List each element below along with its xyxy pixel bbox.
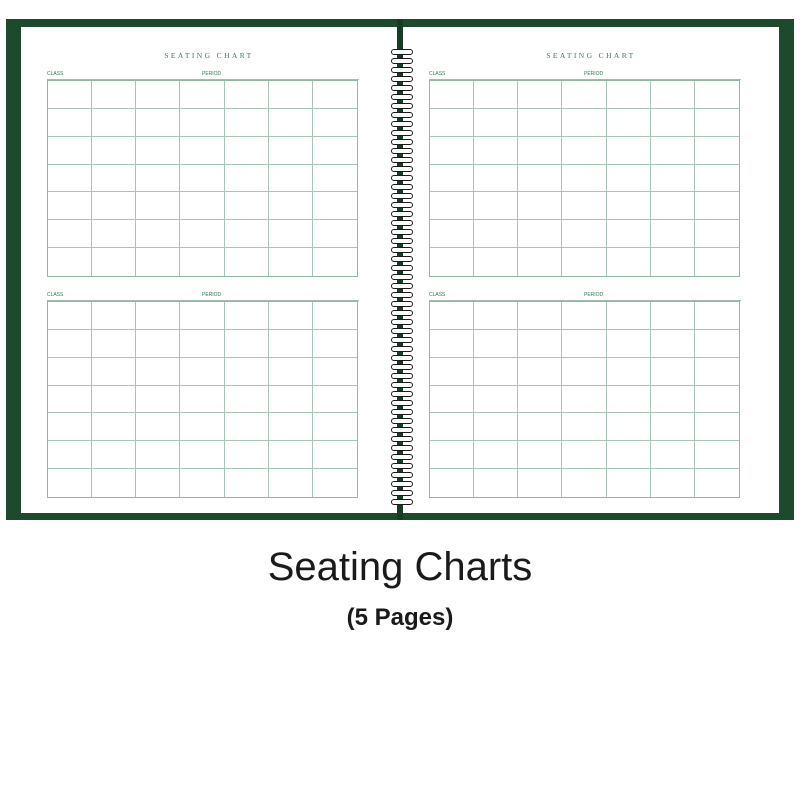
seat-cell [48, 248, 92, 276]
seat-cell [92, 109, 136, 137]
seat-cell [269, 165, 313, 193]
seat-cell [651, 192, 695, 220]
binding-ring [391, 481, 413, 487]
binding-ring [391, 85, 413, 91]
seat-cell [269, 358, 313, 386]
seat-cell [48, 137, 92, 165]
seat-cell [313, 358, 357, 386]
seat-cell [695, 441, 739, 469]
left-page [21, 27, 397, 513]
seat-cell [48, 220, 92, 248]
seat-cell [313, 386, 357, 414]
seat-cell [313, 81, 357, 109]
seat-cell [136, 330, 180, 358]
binding-ring [391, 418, 413, 424]
binding-ring [391, 346, 413, 352]
seat-cell [562, 413, 606, 441]
spiral-binding [391, 49, 415, 509]
binding-ring [391, 490, 413, 496]
seat-cell [313, 441, 357, 469]
seat-cell [136, 81, 180, 109]
binding-ring [391, 454, 413, 460]
seat-cell [562, 165, 606, 193]
binding-ring [391, 328, 413, 334]
seat-cell [225, 330, 269, 358]
seat-cell [430, 165, 474, 193]
seat-cell [48, 165, 92, 193]
seat-cell [518, 220, 562, 248]
seat-cell [225, 302, 269, 330]
seat-cell [474, 358, 518, 386]
seat-cell [607, 137, 651, 165]
seat-cell [225, 109, 269, 137]
seat-cell [607, 248, 651, 276]
section-header [429, 292, 741, 301]
seat-cell [607, 165, 651, 193]
seat-cell [48, 81, 92, 109]
seat-cell [269, 386, 313, 414]
seat-cell [474, 302, 518, 330]
seating-grid [47, 301, 358, 498]
seat-cell [562, 469, 606, 497]
seat-cell [225, 413, 269, 441]
seat-cell [136, 302, 180, 330]
binding-ring [391, 202, 413, 208]
seat-cell [225, 220, 269, 248]
seat-cell [225, 469, 269, 497]
seat-cell [607, 413, 651, 441]
seat-cell [92, 248, 136, 276]
seat-cell [180, 137, 224, 165]
binding-ring [391, 292, 413, 298]
seat-cell [651, 469, 695, 497]
seat-cell [430, 386, 474, 414]
seat-cell [225, 441, 269, 469]
seat-cell [430, 81, 474, 109]
seat-cell [313, 469, 357, 497]
seat-cell [695, 248, 739, 276]
seat-cell [136, 413, 180, 441]
seat-cell [430, 192, 474, 220]
binding-ring [391, 382, 413, 388]
seat-cell [269, 469, 313, 497]
seat-cell [313, 109, 357, 137]
binding-ring [391, 265, 413, 271]
seat-cell [269, 137, 313, 165]
binding-ring [391, 463, 413, 469]
seat-cell [695, 137, 739, 165]
seat-cell [92, 413, 136, 441]
seat-cell [225, 386, 269, 414]
seat-cell [48, 441, 92, 469]
binding-ring [391, 364, 413, 370]
class-label: CLASS [429, 71, 446, 77]
seat-cell [607, 220, 651, 248]
seat-cell [92, 81, 136, 109]
seat-cell [430, 469, 474, 497]
seat-cell [430, 302, 474, 330]
seat-cell [651, 137, 695, 165]
seat-cell [180, 192, 224, 220]
seat-cell [92, 302, 136, 330]
binding-ring [391, 211, 413, 217]
seat-cell [518, 137, 562, 165]
binding-ring [391, 193, 413, 199]
seat-cell [607, 302, 651, 330]
seat-cell [562, 358, 606, 386]
seat-cell [695, 192, 739, 220]
seat-cell [225, 358, 269, 386]
seat-cell [518, 469, 562, 497]
seat-cell [651, 248, 695, 276]
seat-cell [695, 302, 739, 330]
seat-cell [136, 248, 180, 276]
seat-cell [518, 441, 562, 469]
binding-ring [391, 355, 413, 361]
seat-cell [651, 358, 695, 386]
seat-cell [180, 302, 224, 330]
seat-cell [269, 330, 313, 358]
seat-cell [225, 248, 269, 276]
seat-cell [474, 469, 518, 497]
seat-cell [180, 165, 224, 193]
seat-cell [518, 248, 562, 276]
binding-ring [391, 283, 413, 289]
binding-ring [391, 247, 413, 253]
seat-cell [180, 441, 224, 469]
binding-ring [391, 130, 413, 136]
seat-cell [695, 165, 739, 193]
seat-cell [313, 248, 357, 276]
seat-cell [651, 302, 695, 330]
seat-cell [180, 413, 224, 441]
seat-cell [136, 386, 180, 414]
seat-cell [474, 192, 518, 220]
seat-cell [48, 302, 92, 330]
class-label: CLASS [429, 292, 446, 298]
seat-cell [474, 220, 518, 248]
seat-cell [651, 81, 695, 109]
planner-spread [6, 19, 794, 520]
binding-ring [391, 499, 413, 505]
seat-cell [474, 413, 518, 441]
binding-ring [391, 94, 413, 100]
seat-cell [562, 248, 606, 276]
period-label: PERIOD [584, 292, 604, 298]
seat-cell [92, 220, 136, 248]
seat-cell [474, 165, 518, 193]
seat-cell [607, 441, 651, 469]
seat-cell [180, 386, 224, 414]
seat-cell [92, 165, 136, 193]
binding-ring [391, 391, 413, 397]
seat-cell [651, 220, 695, 248]
binding-ring [391, 256, 413, 262]
seat-cell [313, 330, 357, 358]
seat-cell [225, 165, 269, 193]
seat-cell [518, 386, 562, 414]
binding-ring [391, 436, 413, 442]
seat-cell [518, 192, 562, 220]
seat-cell [48, 413, 92, 441]
binding-ring [391, 274, 413, 280]
seat-cell [562, 109, 606, 137]
binding-ring [391, 310, 413, 316]
seat-cell [136, 137, 180, 165]
seating-grid [47, 80, 358, 277]
binding-ring [391, 166, 413, 172]
page-title: SEATING CHART [164, 51, 254, 60]
seat-cell [92, 192, 136, 220]
seat-cell [180, 81, 224, 109]
seat-cell [92, 469, 136, 497]
seat-cell [313, 192, 357, 220]
binding-ring [391, 319, 413, 325]
seat-cell [269, 220, 313, 248]
seat-cell [651, 413, 695, 441]
binding-ring [391, 400, 413, 406]
seat-cell [180, 109, 224, 137]
seat-cell [269, 109, 313, 137]
seat-cell [651, 330, 695, 358]
seat-cell [430, 220, 474, 248]
seat-cell [695, 413, 739, 441]
seat-cell [48, 109, 92, 137]
seat-cell [313, 220, 357, 248]
binding-ring [391, 103, 413, 109]
seat-cell [430, 248, 474, 276]
seat-cell [136, 192, 180, 220]
seat-cell [430, 109, 474, 137]
seat-cell [562, 302, 606, 330]
right-page [403, 27, 779, 513]
seat-cell [92, 386, 136, 414]
binding-ring [391, 229, 413, 235]
seat-cell [430, 137, 474, 165]
binding-ring [391, 220, 413, 226]
binding-ring [391, 121, 413, 127]
seat-cell [474, 441, 518, 469]
product-title: Seating Charts [267, 545, 533, 589]
seat-cell [92, 137, 136, 165]
seat-cell [518, 413, 562, 441]
seat-cell [269, 413, 313, 441]
seat-cell [607, 358, 651, 386]
seat-cell [136, 469, 180, 497]
seat-cell [562, 386, 606, 414]
seat-cell [92, 441, 136, 469]
seat-cell [313, 413, 357, 441]
seat-cell [269, 441, 313, 469]
seat-cell [518, 165, 562, 193]
seat-cell [562, 330, 606, 358]
seat-cell [695, 469, 739, 497]
binding-ring [391, 148, 413, 154]
binding-ring [391, 445, 413, 451]
seating-grid [429, 301, 740, 498]
binding-ring [391, 139, 413, 145]
seat-cell [474, 137, 518, 165]
seat-cell [518, 330, 562, 358]
seat-cell [695, 109, 739, 137]
seat-cell [313, 137, 357, 165]
seat-cell [607, 81, 651, 109]
seat-cell [474, 248, 518, 276]
seat-cell [269, 192, 313, 220]
seat-cell [225, 192, 269, 220]
class-label: CLASS [47, 71, 64, 77]
seat-cell [607, 192, 651, 220]
period-label: PERIOD [202, 71, 222, 77]
binding-ring [391, 67, 413, 73]
seat-cell [607, 386, 651, 414]
period-label: PERIOD [202, 292, 222, 298]
seat-cell [695, 220, 739, 248]
binding-ring [391, 58, 413, 64]
binding-ring [391, 238, 413, 244]
binding-ring [391, 157, 413, 163]
seat-cell [136, 358, 180, 386]
seat-cell [136, 220, 180, 248]
binding-ring [391, 427, 413, 433]
binding-ring [391, 184, 413, 190]
section-header [47, 292, 359, 301]
seat-cell [313, 302, 357, 330]
seat-cell [180, 220, 224, 248]
section-header [429, 71, 741, 80]
seat-cell [48, 358, 92, 386]
binding-ring [391, 472, 413, 478]
seat-cell [518, 81, 562, 109]
seat-cell [92, 330, 136, 358]
binding-ring [391, 373, 413, 379]
seat-cell [651, 386, 695, 414]
seat-cell [518, 358, 562, 386]
seat-cell [695, 386, 739, 414]
seat-cell [695, 330, 739, 358]
seat-cell [430, 441, 474, 469]
seat-cell [180, 330, 224, 358]
seat-cell [430, 413, 474, 441]
seat-cell [607, 330, 651, 358]
seat-cell [474, 109, 518, 137]
seat-cell [607, 469, 651, 497]
class-label: CLASS [47, 292, 64, 298]
seat-cell [562, 81, 606, 109]
seat-cell [474, 386, 518, 414]
binding-ring [391, 301, 413, 307]
binding-ring [391, 337, 413, 343]
period-label: PERIOD [584, 71, 604, 77]
seat-cell [180, 358, 224, 386]
seat-cell [518, 109, 562, 137]
seat-cell [474, 330, 518, 358]
seat-cell [607, 109, 651, 137]
seat-cell [651, 165, 695, 193]
seat-cell [48, 192, 92, 220]
seat-cell [269, 302, 313, 330]
section-header [47, 71, 359, 80]
seat-cell [518, 302, 562, 330]
seat-cell [651, 441, 695, 469]
seat-cell [48, 330, 92, 358]
seat-cell [430, 330, 474, 358]
binding-ring [391, 175, 413, 181]
seat-cell [269, 248, 313, 276]
seat-cell [313, 165, 357, 193]
binding-ring [391, 49, 413, 55]
seat-cell [225, 81, 269, 109]
seat-cell [48, 386, 92, 414]
page-title: SEATING CHART [546, 51, 636, 60]
seat-cell [48, 469, 92, 497]
seat-cell [269, 81, 313, 109]
seat-cell [562, 441, 606, 469]
seat-cell [562, 137, 606, 165]
seat-cell [225, 137, 269, 165]
binding-ring [391, 409, 413, 415]
seat-cell [474, 81, 518, 109]
seat-cell [136, 441, 180, 469]
seat-cell [430, 358, 474, 386]
binding-ring [391, 76, 413, 82]
page-count: (5 Pages) [346, 604, 454, 631]
seat-cell [695, 81, 739, 109]
seat-cell [136, 109, 180, 137]
seating-grid [429, 80, 740, 277]
seat-cell [92, 358, 136, 386]
seat-cell [562, 192, 606, 220]
seat-cell [180, 469, 224, 497]
binding-ring [391, 112, 413, 118]
seat-cell [695, 358, 739, 386]
seat-cell [562, 220, 606, 248]
seat-cell [651, 109, 695, 137]
seat-cell [136, 165, 180, 193]
seat-cell [180, 248, 224, 276]
